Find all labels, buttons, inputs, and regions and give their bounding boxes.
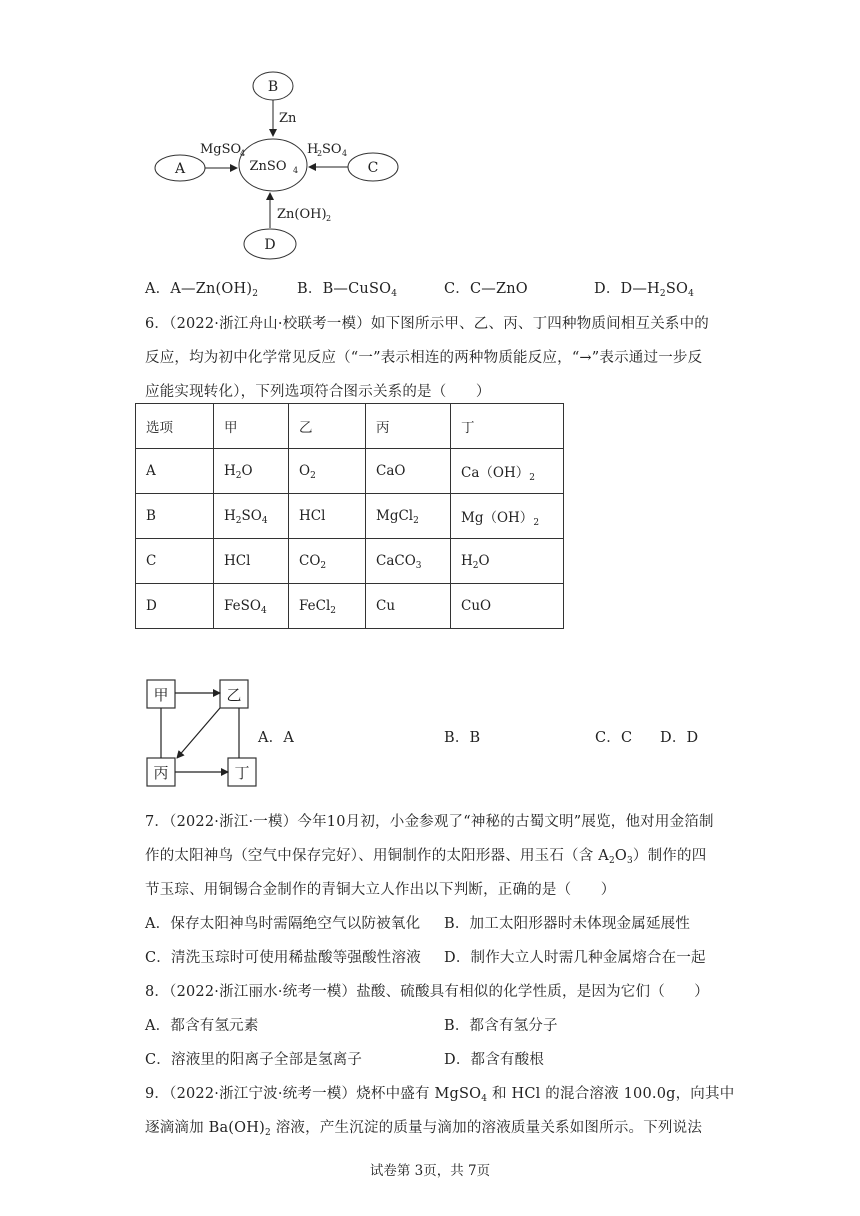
svg-text:2: 2 — [326, 214, 332, 223]
q6-stem-line2: 反应，均为初中化学常见反应（“一”表示相连的两种物质能反应，“→”表示通过一步反 — [145, 350, 703, 366]
label-znoh2: Zn(OH) — [277, 207, 327, 222]
table-row: D FeSO$_4$ FeCl$_2$ Cu CuO — [136, 584, 564, 629]
table-header-row: 选项 甲 乙 丙 丁 — [136, 404, 564, 449]
q8-option-c[interactable]: C．溶液里的阳离子全部是氢离子 — [145, 1052, 363, 1068]
table-row: C HCl $CO_2$ CaCO$_3$ $H_2O$ — [136, 539, 564, 584]
q6-options-table — [135, 403, 564, 629]
box-bing: 丙 — [153, 764, 169, 782]
q9-stem-line2: 逐滴滴加 $Ba(OH)_2$ 溶液，产生沉淀的质量与滴加的溶液质量关系如图所示。下列说法 — [145, 1120, 703, 1138]
q7-stem-line3: 节玉琮、用铜锡合金制作的青铜大立人作出以下判断，正确的是（ ） — [145, 882, 616, 898]
q6-option-a[interactable]: A．A — [258, 730, 295, 746]
box-jia: 甲 — [153, 686, 169, 704]
svg-text:4: 4 — [342, 149, 348, 158]
table-row: B $H_2SO_4$ HCl MgCl$_2$ $Mg(OH)_2$ — [136, 494, 564, 539]
q7-option-c[interactable]: C．清洗玉琮时可使用稀盐酸等强酸性溶液 — [145, 950, 421, 966]
label-h2so4: H — [307, 142, 319, 157]
node-a-label: A — [174, 161, 186, 177]
label-mgso4: MgSO — [200, 142, 242, 157]
q6-option-c[interactable]: C．C — [595, 730, 633, 746]
q6-option-b[interactable]: B．B — [444, 730, 481, 746]
q7-stem-line1: 7．（2022·浙江·一模）今年10月初，小金参观了“神秘的古蜀文明”展览，他对用金箔制 — [145, 814, 714, 830]
page-footer: 试卷第 3页，共 7页 — [369, 1163, 491, 1179]
q6-option-d[interactable]: D．D — [660, 730, 699, 746]
label-zn: Zn — [279, 111, 297, 126]
q7-stem-line2: 作的太阳神鸟（空气中保存完好）、用铜制作的太阳形器、用玉石（含 $A_2O_3$）制作的四 — [145, 848, 707, 866]
box-ding: 丁 — [234, 764, 250, 782]
svg-text:4: 4 — [293, 166, 299, 175]
node-c-label: C — [367, 160, 379, 176]
q6-stem-line3: 应能实现转化），下列选项符合图示关系的是（ ） — [145, 384, 491, 400]
q5-option-b[interactable]: B．B—CuSO$_4$ — [297, 281, 398, 299]
svg-text:2: 2 — [317, 149, 323, 158]
q5-option-d[interactable]: D．$D—H_2SO_4$ — [594, 281, 695, 299]
q5-option-c[interactable]: C．C—ZnO — [444, 281, 528, 297]
table-row: A $H_2O$ $O_2$ CaO $Ca(OH)_2$ — [136, 449, 564, 494]
svg-text:4: 4 — [240, 149, 246, 158]
q6-stem-line1: 6．（2022·浙江舟山·校联考一模）如下图所示甲、乙、丙、丁四种物质间相互关系中的 — [145, 316, 709, 332]
svg-text:SO: SO — [322, 142, 342, 157]
q5-option-a[interactable]: A．$A—Zn(OH)_2$ — [145, 281, 259, 299]
q7-option-b[interactable]: B．加工太阳形器时未体现金属延展性 — [444, 916, 691, 932]
reaction-diagram-q5 — [140, 60, 420, 270]
box-yi: 乙 — [226, 686, 242, 704]
node-d-label: D — [264, 237, 276, 253]
node-center-label: ZnSO — [249, 159, 287, 174]
q7-option-d[interactable]: D．制作大立人时需几种金属熔合在一起 — [444, 950, 706, 966]
q8-stem-line1: 8．（2022·浙江丽水·统考一模）盐酸、硫酸具有相似的化学性质，是因为它们（ ） — [145, 984, 709, 1000]
q9-stem-line1: 9．（2022·浙江宁波·统考一模）烧杯中盛有 MgSO$_4$ 和 HCl 的混合溶液 100.0g，向其中 — [145, 1086, 735, 1104]
q8-option-a[interactable]: A．都含有氢元素 — [145, 1018, 259, 1034]
q7-option-a[interactable]: A．保存太阳神鸟时需隔绝空气以防被氧化 — [145, 916, 421, 932]
node-b-label: B — [267, 79, 279, 95]
q8-option-b[interactable]: B．都含有氢分子 — [444, 1018, 558, 1034]
relation-diagram-q6 — [140, 670, 270, 800]
q8-option-d[interactable]: D．都含有酸根 — [444, 1052, 545, 1068]
